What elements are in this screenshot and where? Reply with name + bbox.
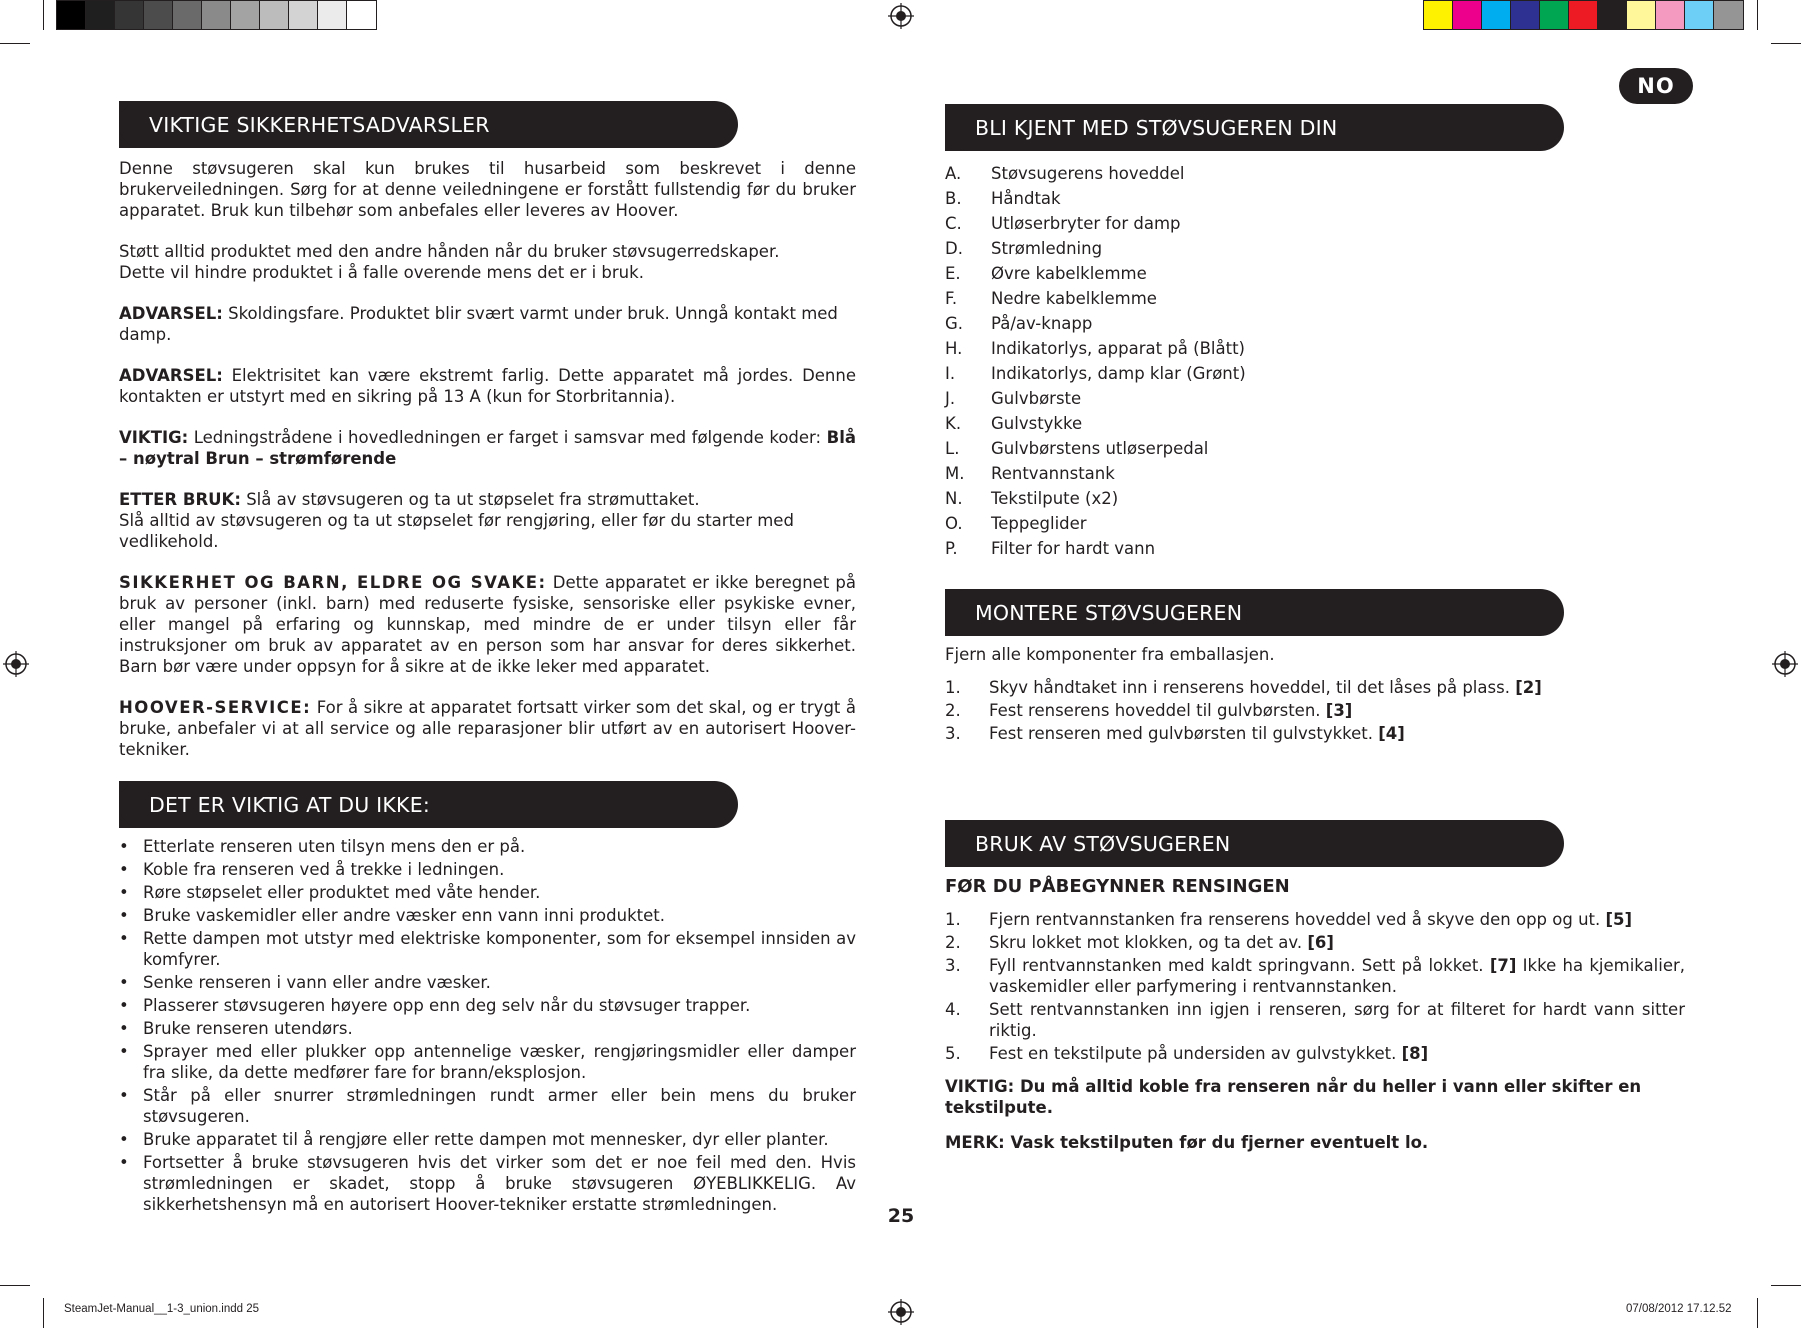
part-name: Nedre kabelklemme [991, 289, 1157, 308]
section-heading-assembly [945, 589, 1564, 636]
part-item [945, 211, 1685, 236]
part-item [945, 286, 1685, 311]
part-letter: M. [945, 464, 965, 483]
color-swatch [1540, 1, 1569, 29]
crop-mark [1771, 43, 1801, 44]
color-swatch [1453, 1, 1482, 29]
part-item [945, 411, 1685, 436]
crop-mark [1771, 1285, 1801, 1286]
gray-swatch [57, 1, 86, 29]
step-item [945, 955, 1685, 997]
list-item: • Bruke vaskemidler eller andre væsker enn vann inni produktet. [119, 905, 856, 926]
usage-subheading: FØR DU PÅBEGYNNER RENSINGEN [945, 876, 1290, 897]
safety-children-label: SIKKERHET OG BARN, ELDRE OG SVAKE: [119, 573, 547, 592]
part-letter: O. [945, 514, 963, 533]
gray-swatch [115, 1, 144, 29]
service-label: HOOVER-SERVICE: [119, 698, 312, 717]
important-note: VIKTIG: Du må alltid koble fra renseren når du heller i vann eller skifter en tekstilpute. [945, 1077, 1642, 1117]
registration-mark-icon [1772, 651, 1798, 677]
part-item [945, 486, 1685, 511]
part-item [945, 436, 1685, 461]
list-item: • Bruke renseren utendørs. [119, 1018, 856, 1039]
list-item: • Senke renseren i vann eller andre væsker. [119, 972, 856, 993]
paragraph [119, 427, 856, 469]
part-name: Strømledning [991, 239, 1103, 258]
step-body: Fest en tekstilpute på undersiden av gulvstykket. [989, 1044, 1402, 1063]
part-name: Gulvstykke [991, 414, 1083, 433]
heading-text: MONTERE STØVSUGEREN [975, 600, 1243, 625]
color-swatch [1569, 1, 1598, 29]
part-name: Rentvannstank [991, 464, 1115, 483]
page-number: 25 [887, 1205, 915, 1227]
step-number: 3. [945, 956, 961, 975]
step-item [945, 677, 1685, 698]
part-item [945, 386, 1685, 411]
part-letter: F. [945, 289, 958, 308]
registration-mark-icon [888, 3, 914, 29]
part-item [945, 536, 1685, 561]
crop-mark [1757, 1298, 1758, 1328]
crop-mark [43, 1298, 44, 1328]
usage-body [945, 876, 1685, 1153]
warning-label: ADVARSEL: [119, 304, 223, 323]
step-body: Fest renseren med gulvbørsten til gulvstykket. [989, 724, 1379, 743]
part-name: Indikatorlys, damp klar (Grønt) [991, 364, 1246, 383]
step-text [989, 700, 1685, 721]
paragraph: Denne støvsugeren skal kun brukes til husarbeid som beskrevet i denne brukerveiledningen. Sørg for at denne veiledningene er forstått fullstendig før du bruker apparatet. Bruk kun tilbehør som anbefales eller leveres av Hoover. [119, 159, 856, 220]
part-item [945, 336, 1685, 361]
step-body: Fyll rentvannstanken med kaldt springvann. Sett på lokket. [989, 956, 1490, 975]
text: Støtt alltid produktet med den andre hånden når du bruker støvsugerredskaper. [119, 242, 780, 261]
step-item [945, 723, 1685, 744]
text: Dette apparatet er ikke beregnet på bruk av personer (inkl. barn) med reduserte fysiske, sensoriske eller psykiske evner, eller mangel på erfaring og kunnskap, med mindre de er under tilsyn eller får instruksjoner om bruk av apparatet av en person som har ansvar for deres sikkerhet. Barn bør være under oppsyn for å sikre at de ikke leker med apparatet. [119, 573, 856, 676]
section-heading-safety-warnings [119, 101, 738, 148]
step-number: 2. [945, 701, 961, 720]
step-body: Skru lokket mot klokken, og ta det av. [989, 933, 1308, 952]
do-not-list [119, 836, 856, 1217]
part-letter: I. [945, 364, 956, 383]
part-name: Gulvbørstens utløserpedal [991, 439, 1209, 458]
registration-mark-icon [888, 1299, 914, 1325]
paragraph [119, 365, 856, 407]
step-body: Sett rentvannstanken inn igjen i renseren, sørg for at filteret for hardt vann sitter riktig. [989, 1000, 1685, 1040]
part-letter: J. [945, 389, 956, 408]
part-letter: C. [945, 214, 962, 233]
text: Slå alltid av støvsugeren og ta ut støpselet før rengjøring, eller før du starter med vedlikehold. [119, 511, 794, 551]
gray-swatch [231, 1, 260, 29]
list-item: • Etterlate renseren uten tilsyn mens den er på. [119, 836, 856, 857]
list-item: • Bruke apparatet til å rengjøre eller rette dampen mot mennesker, dyr eller planter. [119, 1129, 856, 1150]
part-name: Øvre kabelklemme [991, 264, 1147, 283]
part-name: Støvsugerens hoveddel [991, 164, 1185, 183]
step-item [945, 1043, 1685, 1064]
figure-reference: [7] [1489, 956, 1517, 975]
step-body: Fest renserens hoveddel til gulvbørsten. [989, 701, 1326, 720]
text: For å sikre at apparatet fortsatt virker som det skal, og er trygt å bruke, anbefaler vi at all service og alle reparasjoner blir utført av en autorisert Hoover-tekniker. [119, 698, 856, 759]
color-swatch [1714, 1, 1743, 29]
step-text [989, 909, 1685, 930]
step-number: 4. [945, 1000, 961, 1019]
gray-swatch [86, 1, 115, 29]
list-item: • Fortsetter å bruke støvsugeren hvis det virker som det er noe feil med den. Hvis strømledningen er skadet, stopp å bruke støvsugeren ØYEBLIKKELIG. Av sikkerhetshensyn må en autorisert Hoover-tekniker erstatte strømledningen. [119, 1152, 856, 1215]
section-heading-usage [945, 820, 1564, 867]
part-letter: G. [945, 314, 964, 333]
gray-swatch [173, 1, 202, 29]
color-swatch [1482, 1, 1511, 29]
part-item [945, 186, 1685, 211]
color-swatch [1424, 1, 1453, 29]
process-color-bar [1423, 0, 1744, 30]
text: Dette vil hindre produktet i å falle overende mens det er i bruk. [119, 263, 644, 282]
list-item: • Røre støpselet eller produktet med våte hender. [119, 882, 856, 903]
color-swatch [1598, 1, 1627, 29]
crop-mark [43, 0, 44, 30]
gray-swatch [144, 1, 173, 29]
list-item: • Plasserer støvsugeren høyere opp enn deg selv når du støvsuger trapper. [119, 995, 856, 1016]
part-letter: P. [945, 539, 958, 558]
gray-swatch [260, 1, 289, 29]
color-swatch [1627, 1, 1656, 29]
text: Ledningstrådene i hovedledningen er farget i samsvar med følgende koder: [188, 428, 827, 447]
paragraph [119, 572, 856, 677]
gray-swatch [289, 1, 318, 29]
part-name: Indikatorlys, apparat på (Blått) [991, 339, 1245, 358]
usage-steps [945, 909, 1685, 1064]
part-letter: N. [945, 489, 963, 508]
part-name: Teppeglider [991, 514, 1087, 533]
part-item [945, 261, 1685, 286]
step-text [989, 677, 1685, 698]
safety-warnings-body [119, 158, 856, 780]
figure-reference: [4] [1378, 724, 1405, 743]
heading-text: BRUK AV STØVSUGEREN [975, 831, 1231, 856]
text: Slå av støvsugeren og ta ut støpselet fra strømuttaket. [240, 490, 700, 509]
part-item [945, 461, 1685, 486]
part-item [945, 311, 1685, 336]
list-item: • Rette dampen mot utstyr med elektriske komponenter, som for eksempel innsiden av komfyrer. [119, 928, 856, 970]
gray-color-bar [56, 0, 377, 30]
step-number: 1. [945, 678, 961, 697]
part-name: Håndtak [991, 189, 1061, 208]
paragraph [119, 489, 856, 552]
part-name: På/av-knapp [991, 314, 1093, 333]
step-text [989, 932, 1685, 953]
step-body: Skyv håndtaket inn i renserens hoveddel, til det låses på plass. [989, 678, 1516, 697]
warning-label: ADVARSEL: [119, 366, 223, 385]
part-item [945, 161, 1685, 186]
step-text [989, 723, 1685, 744]
part-letter: H. [945, 339, 963, 358]
heading-text: BLI KJENT MED STØVSUGEREN DIN [975, 115, 1338, 140]
paragraph [119, 241, 856, 283]
crop-mark [1757, 0, 1758, 30]
slug-date: 07/08/2012 17.12.52 [1626, 1303, 1732, 1315]
part-letter: K. [945, 414, 962, 433]
color-swatch [1685, 1, 1714, 29]
step-text [989, 955, 1685, 997]
assembly-intro: Fjern alle komponenter fra emballasjen. [945, 645, 1275, 664]
figure-reference: [3] [1325, 701, 1353, 720]
color-swatch [1656, 1, 1685, 29]
parts-list [945, 161, 1685, 561]
slug-filename: SteamJet-Manual__1-3_union.indd 25 [64, 1303, 259, 1315]
step-text [989, 1043, 1685, 1064]
figure-reference: [2] [1515, 678, 1542, 697]
section-heading-parts [945, 104, 1564, 151]
color-swatch [1511, 1, 1540, 29]
step-item [945, 909, 1685, 930]
part-letter: E. [945, 264, 961, 283]
step-body-tail: Ikke ha kjemikalier, vaskemidler eller parfymering i rentvannstanken. [989, 956, 1686, 996]
section-heading-do-not [119, 781, 738, 828]
figure-reference: [6] [1307, 933, 1334, 952]
part-letter: D. [945, 239, 963, 258]
step-body: Fjern rentvannstanken fra renserens hoveddel ved å skyve den opp og ut. [989, 910, 1606, 929]
gray-swatch [318, 1, 347, 29]
wire-color-code: Blå – nøytral Brun – strømførende [119, 428, 856, 468]
step-number: 3. [945, 724, 961, 743]
paragraph [119, 303, 856, 345]
figure-reference: [5] [1605, 910, 1633, 929]
part-name: Gulvbørste [991, 389, 1082, 408]
list-item: • Koble fra renseren ved å trekke i ledningen. [119, 859, 856, 880]
step-item [945, 999, 1685, 1041]
part-name: Tekstilpute (x2) [991, 489, 1119, 508]
important-label: VIKTIG: [119, 428, 189, 447]
part-item [945, 236, 1685, 261]
step-text [989, 999, 1685, 1041]
step-number: 5. [945, 1044, 961, 1063]
after-use-label: ETTER BRUK: [119, 490, 241, 509]
assembly-steps [945, 677, 1685, 744]
step-item [945, 932, 1685, 953]
part-letter: B. [945, 189, 962, 208]
gray-swatch [202, 1, 231, 29]
heading-text: DET ER VIKTIG AT DU IKKE: [149, 792, 430, 817]
figure-reference: [8] [1401, 1044, 1429, 1063]
part-name: Utløserbryter for damp [991, 214, 1181, 233]
part-letter: L. [945, 439, 960, 458]
merk-note: MERK: Vask tekstilputen før du fjerner eventuelt lo. [945, 1133, 1429, 1152]
list-item: • Sprayer med eller plukker opp antennelige væsker, rengjøringsmidler eller damper fra slike, da dette medfører fare for brann/eksplosjon. [119, 1041, 856, 1083]
step-number: 2. [945, 933, 961, 952]
language-badge: NO [1619, 68, 1693, 104]
crop-mark [0, 43, 30, 44]
part-item [945, 361, 1685, 386]
step-number: 1. [945, 910, 961, 929]
assembly-body [945, 644, 1685, 746]
list-item: • Står på eller snurrer strømledningen rundt armer eller bein mens du bruker støvsugeren. [119, 1085, 856, 1127]
part-name: Filter for hardt vann [991, 539, 1156, 558]
paragraph [119, 697, 856, 760]
part-item [945, 511, 1685, 536]
heading-text: VIKTIGE SIKKERHETSADVARSLER [149, 112, 490, 137]
registration-mark-icon [3, 651, 29, 677]
step-item [945, 700, 1685, 721]
crop-mark [0, 1285, 30, 1286]
text: Elektrisitet kan være ekstremt farlig. Dette apparatet må jordes. Denne kontakten er utstyrt med en sikring på 13 A (kun for Storbritannia). [119, 366, 856, 406]
gray-swatch [347, 1, 376, 29]
text: Skoldingsfare. Produktet blir svært varmt under bruk. Unngå kontakt med damp. [119, 304, 838, 344]
part-letter: A. [945, 164, 962, 183]
